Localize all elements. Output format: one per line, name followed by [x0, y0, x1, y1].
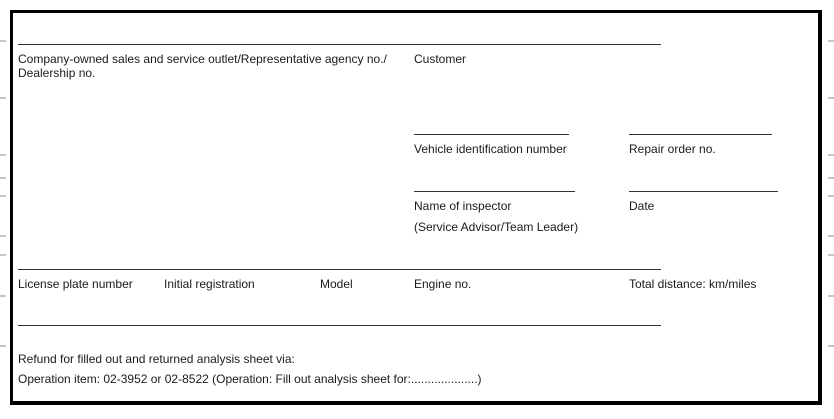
vehicle-details-line[interactable]	[18, 269, 661, 270]
date-label: Date	[629, 199, 655, 213]
model-label: Model	[320, 277, 353, 291]
dealer-label	[18, 52, 398, 80]
vin-label: Vehicle identification number	[414, 142, 567, 156]
inspector-label: Name of inspector	[414, 199, 512, 213]
engine-label: Engine no.	[414, 277, 472, 291]
inspector-sub-label: (Service Advisor/Team Leader)	[414, 220, 579, 234]
refund-text: Refund for filled out and returned analysis sheet via:	[18, 352, 295, 366]
dealer-label-line2: Dealership no.	[18, 66, 96, 80]
repair-order-line[interactable]	[629, 134, 772, 135]
customer-label: Customer	[414, 52, 467, 66]
license-plate-label: License plate number	[18, 277, 133, 291]
dealer-customer-line[interactable]	[18, 44, 661, 45]
repair-order-label: Repair order no.	[629, 142, 716, 156]
date-line[interactable]	[629, 191, 778, 192]
total-distance-label: Total distance: km/miles	[629, 277, 757, 291]
bottom-line[interactable]	[18, 325, 661, 326]
operation-text: Operation item: 02-3952 or 02-8522 (Operation: Fill out analysis sheet for:....................)	[18, 372, 482, 386]
dealer-label-line1: Company-owned sales and service outlet/Representative agency no./	[18, 52, 387, 66]
initial-registration-label: Initial registration	[164, 277, 255, 291]
vin-line[interactable]	[414, 134, 569, 135]
inspector-line[interactable]	[414, 191, 575, 192]
